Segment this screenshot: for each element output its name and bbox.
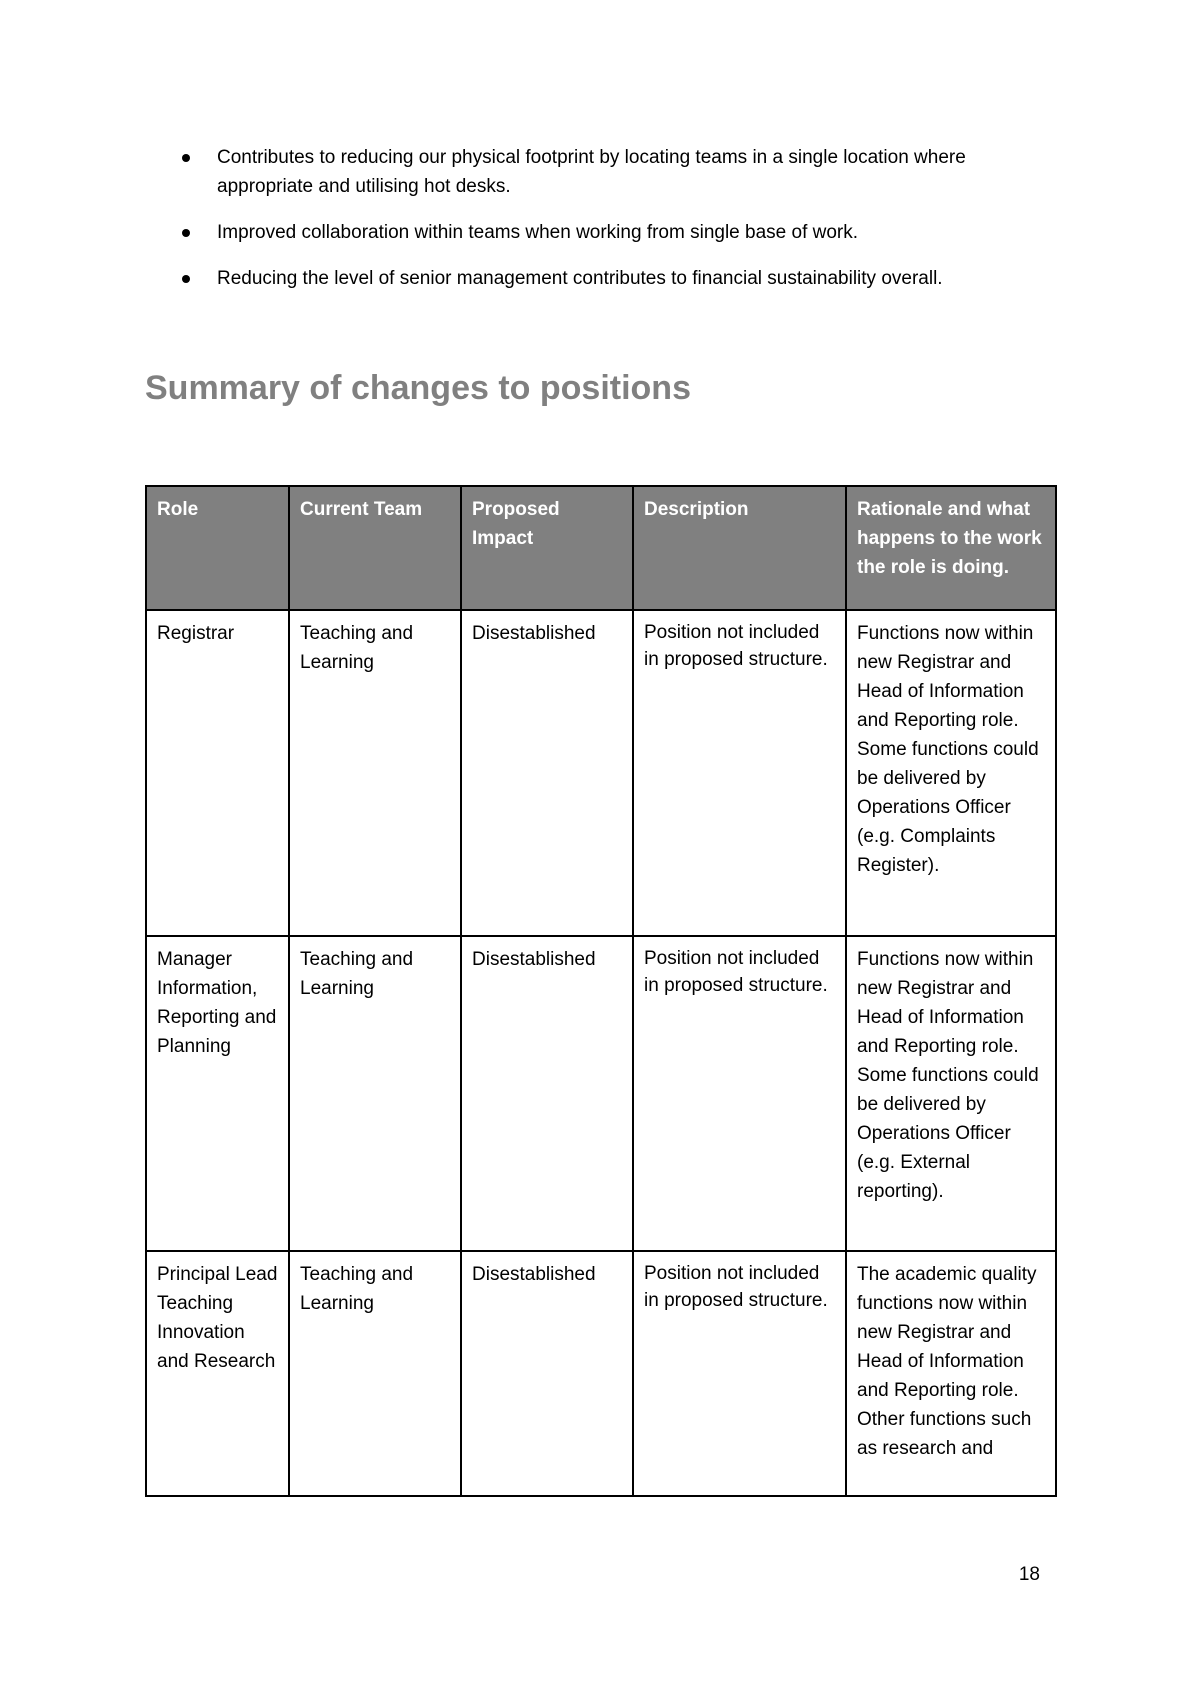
cell-rationale: The academic quality functions now within new Registrar and Head of Information and Reporting role. Other functions such as research and [846,1251,1056,1496]
table-row [146,610,1056,936]
positions-table [145,485,1057,1497]
bullet-item [145,218,1065,247]
cell-current-team: Teaching and Learning [289,610,461,936]
cell-current-team: Teaching and Learning [289,936,461,1251]
section-heading: Summary of changes to positions [145,369,691,407]
cell-description: Position not included in proposed structure. [633,610,846,936]
header-description: Description [633,486,846,610]
table-row [146,1251,1056,1496]
bullet-item [145,264,1065,293]
table-header-row [146,486,1056,610]
header-current-team: Current Team [289,486,461,610]
cell-rationale: Functions now within new Registrar and Head of Information and Reporting role. Some functions could be delivered by Operations Officer (e.g. Complaints Register). [846,610,1056,936]
header-role: Role [146,486,289,610]
bullet-text: Improved collaboration within teams when working from single base of work. [217,222,859,243]
bullet-dot-icon [182,154,190,162]
cell-proposed-impact: Disestablished [461,1251,633,1496]
bullet-text: Contributes to reducing our physical footprint by locating teams in a single location where appropriate and utilising hot desks. [217,147,966,197]
cell-role: Principal Lead Teaching Innovation and Research [146,1251,289,1496]
benefits-bullet-list [145,143,1065,293]
header-rationale: Rationale and what happens to the work the role is doing. [846,486,1056,610]
cell-description: Position not included in proposed structure. [633,936,846,1251]
cell-role: Manager Information, Reporting and Planning [146,936,289,1251]
bullet-dot-icon [182,229,190,237]
bullet-dot-icon [182,275,190,283]
cell-proposed-impact: Disestablished [461,936,633,1251]
cell-role: Registrar [146,610,289,936]
cell-rationale: Functions now within new Registrar and Head of Information and Reporting role. Some functions could be delivered by Operations Officer (e.g. External reporting). [846,936,1056,1251]
header-proposed-impact: Proposed Impact [461,486,633,610]
cell-description: Position not included in proposed structure. [633,1251,846,1496]
cell-proposed-impact: Disestablished [461,610,633,936]
bullet-text: Reducing the level of senior management contributes to financial sustainability overall. [217,268,943,289]
table-row [146,936,1056,1251]
page-number: 18 [1018,1564,1040,1585]
cell-current-team: Teaching and Learning [289,1251,461,1496]
bullet-item [145,143,1065,201]
